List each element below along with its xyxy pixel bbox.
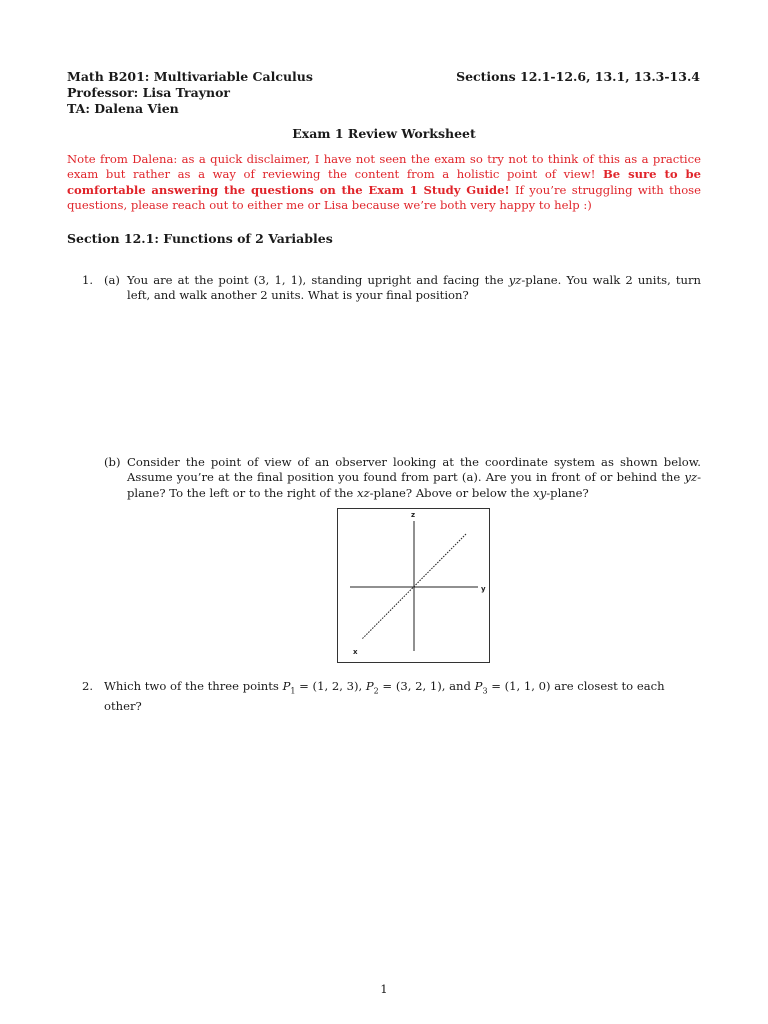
q1b-text-part4: -plane? [546, 485, 589, 500]
q1b-variable-2: xz [356, 485, 370, 500]
ta-name: TA: Dalena Vien [67, 101, 179, 116]
question-2-number: 2. [82, 679, 94, 693]
q2-point-2-subscript: 2 [373, 686, 379, 696]
q2-point-3-value: = (1, 1, 0) [487, 679, 551, 693]
q1b-variable-3: xy [533, 485, 547, 500]
q2-point-2-name: P [365, 679, 374, 693]
note-text-1: Note from Dalena: as a quick disclaimer, I have not seen the exam so try not to think of this as a practice exam but rather as a way of reviewing the content from a holistic point of view! [67, 152, 701, 182]
q1b-text-part2: -plane? To the left or to the right of the [127, 470, 701, 500]
note-emphasis: Be sure to be comfortable answering the questions on the Exam 1 Study Guide! [67, 167, 702, 197]
page-number: 1 [380, 982, 388, 996]
q2-text-part2: are closest to each other? [104, 679, 665, 713]
x-axis-label: x [353, 648, 358, 656]
q2-point-3-name: P [474, 679, 483, 693]
z-axis-label: z [411, 511, 416, 519]
y-axis-label: y [481, 585, 486, 593]
sections-covered: Sections 12.1-12.6, 13.1, 13.3-13.4 [456, 69, 700, 84]
course-title: Math B201: Multivariable Calculus [67, 69, 313, 84]
q1a-variable: yz [508, 273, 522, 287]
question-1b-text [127, 455, 701, 501]
question-1-number: 1. [82, 273, 94, 287]
worksheet-title: Exam 1 Review Worksheet [292, 126, 476, 141]
q2-point-1-subscript: 1 [290, 686, 296, 696]
axes-drawing [338, 509, 489, 662]
q2-text-part1: Which two of the three points [104, 679, 279, 693]
q2-point-2-value: = (3, 2, 1), and [378, 679, 471, 693]
q1b-text-part3: -plane? Above or below the [369, 485, 530, 500]
section-heading: Section 12.1: Functions of 2 Variables [67, 231, 333, 246]
question-1b-label: (b) [104, 455, 121, 469]
q2-point-1-name: P [282, 679, 291, 693]
question-2-text [104, 679, 704, 714]
question-1a-text [127, 273, 701, 304]
note-text-2: If you’re struggling with those questions, please reach out to either me or Lisa because we’re both very happy to help :) [67, 182, 701, 213]
q1a-text-part2: -plane. You walk 2 units, turn left, and walk another 2 units. What is your final position? [127, 273, 702, 303]
q1a-text-part1: You are at the point (3, 1, 1), standing upright and facing the [127, 273, 504, 287]
disclaimer-note [67, 152, 701, 214]
coordinate-axes-figure [337, 508, 490, 663]
q2-point-1-value: = (1, 2, 3), [295, 679, 363, 693]
professor-name: Professor: Lisa Traynor [67, 85, 230, 100]
q1b-text-part1: Consider the point of view of an observer looking at the coordinate system as shown below. Assume you’re at the final position you found from part (a). Are you in front of or behind the [127, 455, 701, 485]
q1b-variable-1: yz [684, 470, 698, 485]
q2-point-3-subscript: 3 [482, 686, 488, 696]
question-1a-label: (a) [104, 273, 120, 287]
